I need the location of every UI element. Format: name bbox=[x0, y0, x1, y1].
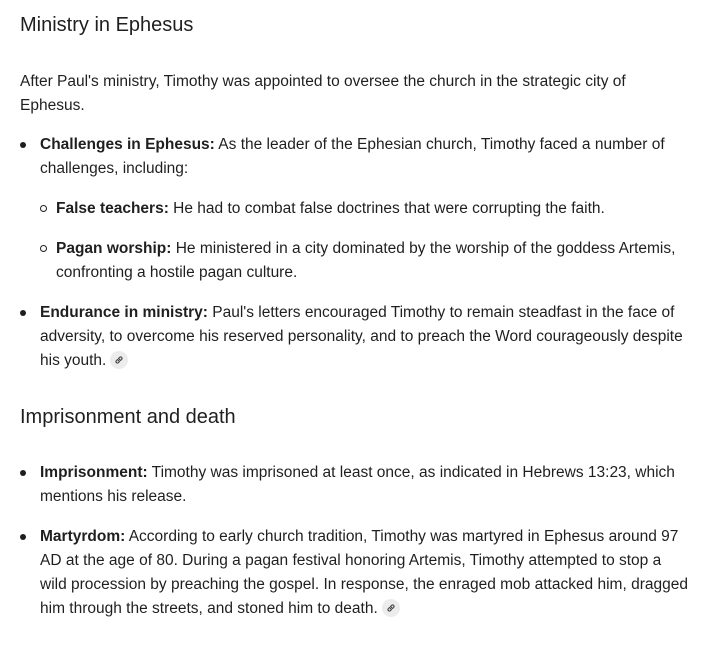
ministry-list bbox=[20, 133, 690, 389]
item-text: Timothy was imprisoned at least once, as indicated in Hebrews 13:23, which mentions his release. bbox=[40, 464, 675, 505]
source-link-button[interactable] bbox=[382, 599, 400, 617]
list-item-challenges bbox=[20, 133, 690, 285]
section-heading-imprisonment: Imprisonment and death bbox=[20, 406, 236, 428]
sublist-item-false-teachers bbox=[40, 197, 690, 221]
sublist-item-pagan-worship bbox=[40, 237, 690, 285]
item-text: According to early church tradition, Timothy was martyred in Ephesus around 97 AD at the age of 80. During a pagan festival honoring Artemis, Timothy attempted to stop a wild procession by preaching the gospel. In response, the enraged mob attacked him, dragged him through the streets, and stoned him to death. bbox=[40, 528, 688, 617]
hollow-bullet-icon bbox=[40, 205, 47, 212]
source-link-button[interactable] bbox=[110, 351, 128, 369]
list-item-imprisonment bbox=[20, 461, 690, 509]
bullet-icon bbox=[20, 534, 26, 540]
item-text: As the leader of the Ephesian church, Timothy faced a number of challenges, including: bbox=[40, 136, 665, 177]
bullet-icon bbox=[20, 470, 26, 476]
item-text: Paul's letters encouraged Timothy to remain steadfast in the face of adversity, to overcome his reserved personality, and to preach the Word courageously despite his youth. bbox=[40, 304, 683, 369]
bullet-icon bbox=[20, 142, 26, 148]
item-label: Imprisonment: bbox=[40, 464, 148, 481]
subitem-label: Pagan worship: bbox=[56, 240, 172, 257]
link-icon bbox=[114, 355, 124, 365]
bullet-icon bbox=[20, 310, 26, 316]
imprisonment-list bbox=[20, 461, 690, 637]
link-icon bbox=[386, 603, 396, 613]
subitem-text: He ministered in a city dominated by the worship of the goddess Artemis, confronting a hostile pagan culture. bbox=[56, 240, 676, 281]
item-label: Endurance in ministry: bbox=[40, 304, 208, 321]
list-item-martyrdom bbox=[20, 525, 690, 621]
section-intro: After Paul's ministry, Timothy was appointed to oversee the church in the strategic city of Ephesus. bbox=[20, 73, 626, 114]
item-label: Martyrdom: bbox=[40, 528, 126, 545]
subitem-text: He had to combat false doctrines that were corrupting the faith. bbox=[168, 200, 605, 217]
section-heading-ministry: Ministry in Ephesus bbox=[20, 14, 194, 36]
item-label: Challenges in Ephesus: bbox=[40, 136, 215, 153]
challenges-sublist bbox=[40, 197, 690, 285]
hollow-bullet-icon bbox=[40, 245, 47, 252]
subitem-label: False teachers: bbox=[56, 200, 169, 217]
list-item-endurance bbox=[20, 301, 690, 373]
